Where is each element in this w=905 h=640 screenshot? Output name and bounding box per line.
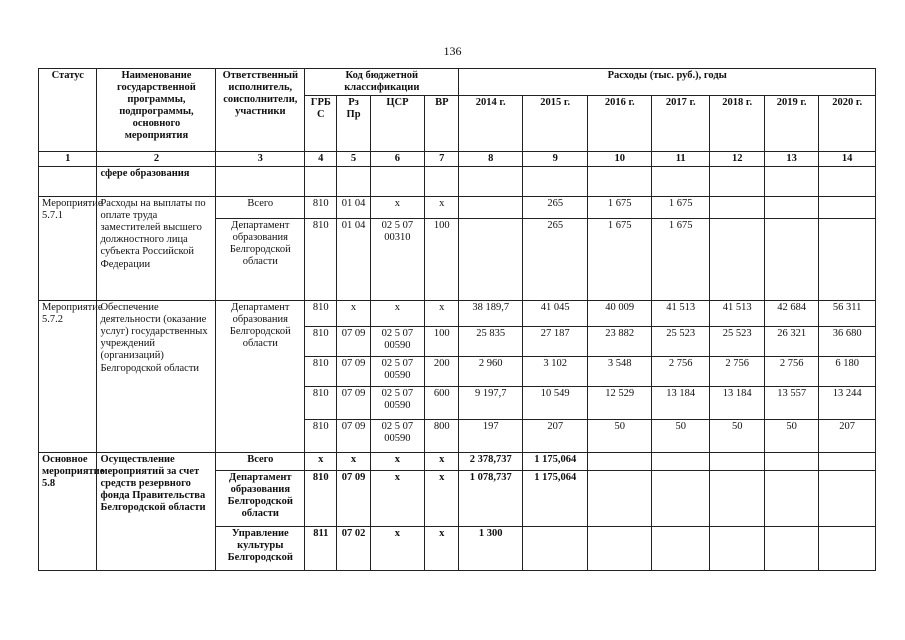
vr-cell: 100	[425, 327, 459, 357]
csr-cell: х	[370, 301, 424, 327]
budget-table	[38, 68, 876, 571]
amount-cell: 13 184	[710, 387, 764, 420]
amount-cell: 1 675	[652, 197, 710, 219]
rzpr-cell: х	[337, 453, 370, 471]
header-vr: ВР	[425, 96, 459, 152]
amount-cell: 3 102	[522, 357, 588, 387]
continuation-text: сфере образования	[97, 167, 216, 197]
header-year: 2015 г.	[522, 96, 588, 152]
column-number: 14	[819, 152, 876, 167]
csr-cell: х	[370, 453, 424, 471]
rzpr-cell: 07 09	[337, 471, 370, 527]
amount-cell	[819, 197, 876, 219]
column-number: 11	[652, 152, 710, 167]
csr-cell: 02 5 07 00310	[370, 219, 424, 301]
empty-cell	[216, 167, 305, 197]
column-number: 6	[370, 152, 424, 167]
amount-cell	[819, 219, 876, 301]
rzpr-cell: 07 09	[337, 357, 370, 387]
vr-cell: 800	[425, 420, 459, 453]
amount-cell: 38 189,7	[459, 301, 523, 327]
header-code-group: Код бюджетной классификации	[305, 69, 459, 96]
vr-cell: 200	[425, 357, 459, 387]
amount-cell: 25 523	[652, 327, 710, 357]
executor-cell: Департамент образования Белгородской области	[216, 219, 305, 301]
grbs-cell: 810	[305, 387, 337, 420]
empty-cell	[425, 167, 459, 197]
amount-cell: 1 675	[588, 219, 652, 301]
amount-cell	[764, 471, 818, 527]
amount-cell: 36 680	[819, 327, 876, 357]
amount-cell	[764, 453, 818, 471]
executor-cell: Департамент образования Белгородской области	[216, 301, 305, 453]
rzpr-cell: 07 09	[337, 387, 370, 420]
amount-cell	[588, 453, 652, 471]
amount-cell	[588, 471, 652, 527]
empty-cell	[370, 167, 424, 197]
amount-cell: 10 549	[522, 387, 588, 420]
grbs-cell: 810	[305, 219, 337, 301]
header-year: 2020 г.	[819, 96, 876, 152]
empty-cell	[39, 167, 97, 197]
amount-cell: 13 557	[764, 387, 818, 420]
amount-cell	[710, 453, 764, 471]
amount-cell: 56 311	[819, 301, 876, 327]
amount-cell: 12 529	[588, 387, 652, 420]
amount-cell: 41 513	[652, 301, 710, 327]
status-cell: Основное мероприятие 5.8	[39, 453, 97, 571]
rzpr-cell: х	[337, 301, 370, 327]
csr-cell: 02 5 07 00590	[370, 420, 424, 453]
column-number: 8	[459, 152, 523, 167]
empty-cell	[522, 167, 588, 197]
header-rzpr: Рз Пр	[337, 96, 370, 152]
table-row	[39, 301, 876, 327]
header-year: 2014 г.	[459, 96, 523, 152]
amount-cell	[710, 197, 764, 219]
header-executor: Ответственный исполнитель, соисполнители, участники	[216, 69, 305, 152]
amount-cell	[819, 471, 876, 527]
amount-cell: 1 675	[588, 197, 652, 219]
amount-cell: 1 175,064	[522, 471, 588, 527]
csr-cell: х	[370, 471, 424, 527]
amount-cell: 3 548	[588, 357, 652, 387]
amount-cell: 13 244	[819, 387, 876, 420]
header-year: 2019 г.	[764, 96, 818, 152]
executor-cell: Всего	[216, 197, 305, 219]
rzpr-cell: 07 09	[337, 420, 370, 453]
amount-cell: 1 300	[459, 527, 523, 571]
amount-cell: 2 756	[710, 357, 764, 387]
rzpr-cell: 01 04	[337, 197, 370, 219]
column-number: 2	[97, 152, 216, 167]
column-number-row	[39, 152, 876, 167]
column-number: 9	[522, 152, 588, 167]
grbs-cell: 810	[305, 327, 337, 357]
amount-cell	[764, 219, 818, 301]
rzpr-cell: 07 02	[337, 527, 370, 571]
amount-cell: 25 523	[710, 327, 764, 357]
csr-cell: х	[370, 197, 424, 219]
empty-cell	[652, 167, 710, 197]
vr-cell: х	[425, 197, 459, 219]
grbs-cell: 810	[305, 197, 337, 219]
amount-cell: 23 882	[588, 327, 652, 357]
header-csr: ЦСР	[370, 96, 424, 152]
amount-cell	[710, 471, 764, 527]
amount-cell: 41 045	[522, 301, 588, 327]
amount-cell: 9 197,7	[459, 387, 523, 420]
grbs-cell: 810	[305, 420, 337, 453]
amount-cell: 27 187	[522, 327, 588, 357]
amount-cell: 25 835	[459, 327, 523, 357]
column-number: 12	[710, 152, 764, 167]
column-number: 5	[337, 152, 370, 167]
vr-cell: х	[425, 453, 459, 471]
amount-cell	[652, 527, 710, 571]
name-cell: Обеспечение деятельности (оказание услуг) государственных учреждений (организаций) Белгородской области	[97, 301, 216, 453]
csr-cell: 02 5 07 00590	[370, 357, 424, 387]
amount-cell	[710, 219, 764, 301]
amount-cell: 2 756	[764, 357, 818, 387]
header-status: Статус	[39, 69, 97, 152]
status-cell: Мероприятие 5.7.2	[39, 301, 97, 453]
amount-cell	[764, 527, 818, 571]
rzpr-cell: 07 09	[337, 327, 370, 357]
amount-cell: 42 684	[764, 301, 818, 327]
column-number: 3	[216, 152, 305, 167]
amount-cell: 50	[710, 420, 764, 453]
amount-cell	[588, 527, 652, 571]
executor-cell: Всего	[216, 453, 305, 471]
vr-cell: 100	[425, 219, 459, 301]
amount-cell: 40 009	[588, 301, 652, 327]
empty-cell	[710, 167, 764, 197]
amount-cell	[764, 197, 818, 219]
empty-cell	[819, 167, 876, 197]
vr-cell: х	[425, 301, 459, 327]
amount-cell	[819, 453, 876, 471]
grbs-cell: 810	[305, 471, 337, 527]
amount-cell: 2 756	[652, 357, 710, 387]
vr-cell: 600	[425, 387, 459, 420]
empty-cell	[337, 167, 370, 197]
grbs-cell: 811	[305, 527, 337, 571]
amount-cell: 50	[764, 420, 818, 453]
amount-cell: 197	[459, 420, 523, 453]
amount-cell: 265	[522, 197, 588, 219]
column-number: 1	[39, 152, 97, 167]
amount-cell	[459, 197, 523, 219]
column-number: 7	[425, 152, 459, 167]
table-row	[39, 453, 876, 471]
column-number: 10	[588, 152, 652, 167]
executor-cell: Департамент образования Белгородской области	[216, 471, 305, 527]
vr-cell: х	[425, 471, 459, 527]
amount-cell: 207	[819, 420, 876, 453]
grbs-cell: х	[305, 453, 337, 471]
amount-cell: 26 321	[764, 327, 818, 357]
status-cell: Мероприятие 5.7.1	[39, 197, 97, 301]
vr-cell: х	[425, 527, 459, 571]
grbs-cell: 810	[305, 357, 337, 387]
header-year: 2017 г.	[652, 96, 710, 152]
amount-cell	[652, 453, 710, 471]
name-cell: Расходы на выплаты по оплате труда заместителей высшего должностного лица субъекта Российской Федерации	[97, 197, 216, 301]
amount-cell: 50	[588, 420, 652, 453]
column-number: 4	[305, 152, 337, 167]
grbs-cell: 810	[305, 301, 337, 327]
empty-cell	[305, 167, 337, 197]
header-name: Наименование государственной программы, подпрограммы, основного мероприятия	[97, 69, 216, 152]
amount-cell: 2 378,737	[459, 453, 523, 471]
amount-cell: 1 078,737	[459, 471, 523, 527]
header-grbs: ГРБ С	[305, 96, 337, 152]
amount-cell: 1 675	[652, 219, 710, 301]
csr-cell: х	[370, 527, 424, 571]
amount-cell: 265	[522, 219, 588, 301]
csr-cell: 02 5 07 00590	[370, 387, 424, 420]
amount-cell: 2 960	[459, 357, 523, 387]
empty-cell	[459, 167, 523, 197]
amount-cell: 41 513	[710, 301, 764, 327]
csr-cell: 02 5 07 00590	[370, 327, 424, 357]
amount-cell: 50	[652, 420, 710, 453]
amount-cell	[710, 527, 764, 571]
table-row	[39, 197, 876, 219]
header-expenses-group: Расходы (тыс. руб.), годы	[459, 69, 876, 96]
empty-cell	[764, 167, 818, 197]
page-number: 136	[443, 44, 462, 58]
amount-cell	[819, 527, 876, 571]
rzpr-cell: 01 04	[337, 219, 370, 301]
empty-cell	[588, 167, 652, 197]
continuation-row	[39, 167, 876, 197]
amount-cell	[459, 219, 523, 301]
amount-cell: 1 175,064	[522, 453, 588, 471]
amount-cell	[652, 471, 710, 527]
amount-cell: 6 180	[819, 357, 876, 387]
header-year: 2016 г.	[588, 96, 652, 152]
amount-cell	[522, 527, 588, 571]
header-year: 2018 г.	[710, 96, 764, 152]
column-number: 13	[764, 152, 818, 167]
amount-cell: 207	[522, 420, 588, 453]
name-cell: Осуществление мероприятий за счет средств резервного фонда Правительства Белгородской области	[97, 453, 216, 571]
amount-cell: 13 184	[652, 387, 710, 420]
executor-cell: Управление культуры Белгородской	[216, 527, 305, 571]
